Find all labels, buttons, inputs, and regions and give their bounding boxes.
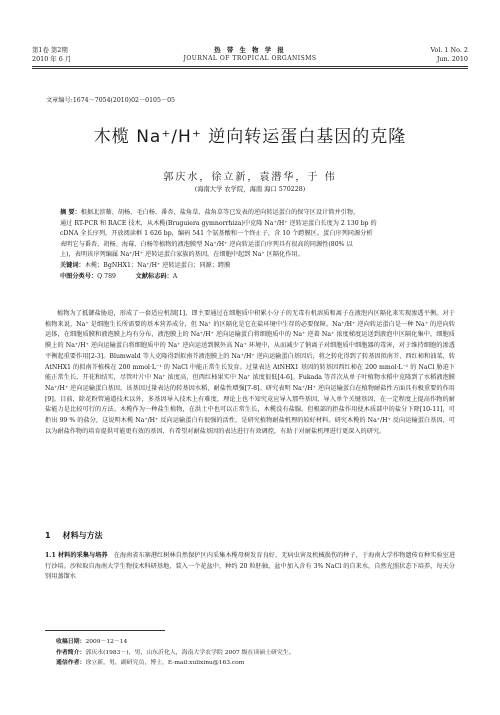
affiliation: (海南大学 农学院，海南 海口 570228)	[194, 186, 306, 193]
header-rule-thin	[32, 68, 468, 69]
subsection-text: 在海南省东寨港红树林自然保护区内采集木榄母树发育良好、无病虫害及机械损伤的种子，于海南大学作物遗传育种实验室进行沙培。沙粒取自海南大学生物技术科研基地，装入一个花盆中，种约 20 粒胚轴，盆中加入含有 3% NaCl 的自来水，自然光照状态下培养，每天分别用蒸馏水	[45, 552, 456, 581]
footnote-corresponding	[56, 658, 455, 669]
journal-name-cn: 热 带 生 物 学 报	[214, 46, 286, 54]
section-number: 1	[45, 531, 51, 540]
abstract-line: 上)，表明该序列编属 Na⁺/H⁺ 逆转运蛋白家族的基因，在细胞中起到 Na⁺ 区隔化作用。	[60, 251, 304, 259]
abstract-line: 根据北滨藜、胡杨、毛白杨、番杏、盐角草、盐角草等已发表的逆向转运蛋白的保守区设计简并引物，	[80, 209, 360, 216]
footnotes	[56, 637, 455, 669]
body-paragraph: 植物为了抵御盐胁迫，形成了一套适应机制[1]，即主要通过在细胞质中积累小分子的无毒有机溶质和离子在液泡内区隔化来实现渗透平衡。对于植物来说，Na⁺ 是细胞生长所需要的基本营养成分，但 Na⁺ 的区隔化是它在盐环境中生存的必要保障。Na⁺/H⁺ 逆向转运蛋白是一种 Na⁺ 的逆向转运体，在细胞质膜和液泡膜上均有分布，液泡膜上的 Na⁺/H⁺ 逆向运输蛋白将细胞质中的 Na⁺ 逆着 Na⁺ 浓度梯度运送到液泡中区隔化集中，细胞质膜上的 Na⁺/H⁺ 逆向运输蛋白将细胞质中的 Na⁺ 逆向运送到膜外高 Na⁺ 环境中，从而减少了钠离子对细胞质中细胞器的毒害，对于维持细胞的渗透平衡起重要作用[2-3]。Blumwald 等人克隆得到拟南芥液泡膜上的 Na⁺/H⁺ 逆向运输蛋白基因后，将之转化得到了转基因拟南芥、西红柿和油菜，转 AtNHX1 的拟南芥植株在 200 mmol·L⁻¹ 的 NaCl 中能正常生长发育。过量表达 AtNHX1 基因的转基因西红柿在 200 mmol·L⁻¹ 的 NaCl 胁迫下能正常生长、开花和结实，尽管叶片中 Na⁺ 浓度高，但西红柿果实中 Na⁺ 浓度很低[4-6]。Fukada 等首次从单子叶植物水稻中克隆到了水稻液泡膜 Na⁺/H⁺ 逆向运输蛋白基因，该基因过量表达的转基因水稻，耐盐性增强[7-8]。研究表明 Na⁺/H⁺ 逆向运输蛋白在植物耐盐性方面具有极重要的作用[9]。目前，除花粉管通道技术以外，多基因导入技术上有难度，理论上也不知究竟应导入那些基因，导入单个关键基因，在一定程度上提高作物的耐盐能力是比较可行的方法。木榄作为一种盐生植物，在洪土中也可以正常生长，木榄没有盐腺。但根部的拒盐作用使木质部中的盐分下降[10-11]，可拒出 99 % 的盐分，这说明木榄 Na⁺/H⁺ 反向运输蛋白有很强的活性，是研究植物耐盐机理的较好材料。研究木榄的 Na⁺/H⁺ 反向运输蛋白基因，可以为耐盐作物的培育提供可能更有效的基因，有希望对耐盐基因的表达进行有效调控，有助于对耐盐机理进行更深入的研究。	[45, 310, 455, 435]
footnote-author	[56, 648, 455, 659]
section-heading	[45, 530, 103, 541]
footnote-text: 2009－12－14	[85, 639, 128, 645]
article-number: 文章编号:1674－7054(2010)02－0105－05	[46, 97, 175, 104]
volume-en: Vol. 1 No. 2	[430, 46, 468, 54]
header-rule	[32, 66, 468, 67]
authors: 郭庆水，徐立新，袁潜华，于 伟	[163, 172, 337, 183]
abstract	[60, 208, 440, 282]
abstract-line: cDNA 全长序列，开放阅读框 1 626 bp，编码 541 个氨基酸和一个终止子，含 10 个跨膜区。蛋白序列同源分析	[60, 230, 373, 238]
subsection-heading: 1.1 材料的采集与培养	[45, 552, 108, 559]
doc-code-label: 文献标志码：	[135, 272, 173, 280]
doc-code: A	[172, 272, 178, 280]
running-header	[32, 44, 468, 70]
section-title: 材料与方法	[62, 531, 103, 540]
footnote-received	[56, 637, 455, 648]
clc-label: 中图分类号：	[60, 272, 98, 280]
footnote-rule	[45, 630, 165, 631]
header-center	[32, 46, 468, 63]
footnote-label: 作者简介：	[56, 648, 86, 656]
clc-number: Q 789	[97, 272, 116, 280]
journal-name-en: JOURNAL OF TROPICAL ORGANISMS	[183, 54, 317, 62]
footnote-label: 收稿日期：	[56, 638, 86, 645]
abstract-label: 摘 要：	[60, 209, 81, 216]
subsection	[45, 551, 455, 583]
keywords-label: 关键词：	[60, 261, 85, 269]
header-right	[430, 46, 468, 63]
volume-cn: 第1卷 第2期	[32, 46, 68, 54]
abstract-line: 通过 RT-PCR 和 RACE 技术，从木榄(Bruguiera gymnorrhiza)中克隆 Na⁺/H⁺ 逆转运蛋白长度为 2 130 bp 的	[60, 219, 377, 227]
date-en: Jun. 2010	[436, 54, 468, 63]
date-cn: 2010 年 6 月	[32, 54, 72, 63]
body-text	[45, 309, 455, 437]
footnote-label: 通信作者：	[56, 659, 86, 666]
abstract-line: 表明它与番杏、胡杨、海莓、白杨等植物的液泡膜型 Na⁺/H⁺ 逆向转运蛋白序列具有很高的同源性(80% 以	[60, 240, 353, 248]
footnote-text: 徐立新，男，副研究员，博士，E-mail:xulixinu@163.com	[85, 660, 245, 666]
footnote-text: 郭庆水(1983－)，男，山东沂化人，海南大学农学院 2007 级在读硕士研究生。	[85, 649, 295, 656]
keywords: 木榄；BgNHX1；Na⁺/H⁺ 逆转运蛋白；同源；跨膜	[84, 261, 231, 269]
paper-title: 木榄 Na⁺/H⁺ 逆向转运蛋白基因的克隆	[93, 127, 407, 147]
